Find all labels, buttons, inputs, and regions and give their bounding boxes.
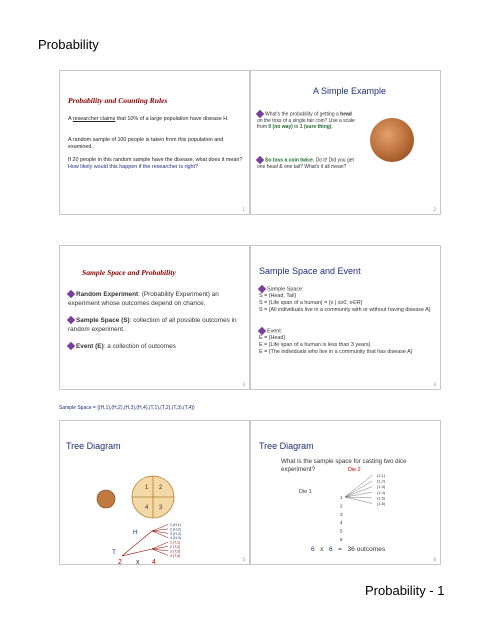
die-face: 3 (159, 505, 163, 511)
die-face: 4 (145, 505, 149, 511)
coin-label-h: H (133, 529, 138, 536)
outcome-label: 4 (T,4) (170, 553, 181, 558)
tree-diagram (60, 421, 250, 565)
die-1-value: 2 (340, 503, 343, 509)
slide-paragraph: A researcher claims that 10% of a large population have disease H. (68, 116, 229, 122)
coin-label-t: T (112, 549, 116, 556)
bullet: What's the probability of getting a head on the toss of a single fair coin? Use a scale from 0 (no way) to 1 (sure thing). (257, 111, 355, 130)
outcome-label: 4 (H,4) (170, 536, 181, 541)
outcome-equation: 6 x 6 = 36 outcomes (311, 546, 386, 553)
pair-label: (1,3) (377, 484, 386, 490)
slide-title: A Simple Example (313, 86, 387, 96)
tree-branch (345, 497, 372, 504)
penny-coin-image (370, 118, 414, 162)
bullet-icon (67, 316, 75, 324)
multiplier: x (136, 559, 140, 566)
slide-number: 3 (242, 382, 245, 387)
dice-tree-diagram (251, 421, 441, 565)
page-title: Probability (38, 37, 99, 52)
slide-title: Sample Space and Probability (82, 268, 176, 277)
tree-branch (345, 487, 372, 497)
slide-title: Tree Diagram (259, 441, 314, 451)
outcome-label: 1 (H,1) (170, 523, 181, 527)
slide-1 (59, 70, 250, 215)
pair-label: (1,2) (377, 478, 386, 484)
text-line: S = {Head, Tail} (259, 293, 297, 299)
pair-label: (1,5) (377, 495, 386, 501)
coin-icon (97, 490, 115, 508)
slide-6 (250, 420, 441, 565)
text-line: E = {The individuals who live in a community that has disease A} (259, 349, 413, 355)
outcome-label: 2 (T,2) (170, 545, 181, 549)
bullet: Sample Space (S): collection of all possible outcomes in random experiment. (68, 317, 237, 333)
outcome-label: 3 (H,3) (170, 531, 181, 536)
slide-number: 5 (242, 557, 245, 562)
slide-title: Sample Space and Event (259, 266, 361, 276)
outcome-label: 3 (T,3) (170, 549, 181, 554)
pair-label: (1,1) (377, 473, 386, 478)
bullet: Event: (259, 328, 437, 335)
slide-title: Probability and Counting Rules (68, 96, 168, 105)
slide-number: 4 (433, 382, 436, 387)
text-line: E = {Head} (259, 335, 286, 341)
pair-label: (1,6) (377, 501, 386, 506)
bullet: Sample Space: (259, 286, 437, 293)
page-footer: Probability - 1 (365, 583, 445, 598)
slide-title: Tree Diagram (66, 441, 121, 451)
slide-2 (250, 70, 441, 215)
die-face: 2 (159, 485, 163, 491)
bullet-icon (258, 285, 266, 293)
bullet: Random Experiment: (Probability Experiment) an experiment whose outcomes depend on chance. (68, 291, 219, 307)
slide-4 (250, 245, 441, 390)
die-1-value: 3 (340, 511, 343, 517)
multiplier: 4 (152, 559, 156, 566)
text-line: S = {Life span of a human} = {x | x≥0, x∈R} (259, 300, 363, 306)
slide-number: 6 (433, 557, 436, 562)
die-1-value: 1 (340, 495, 343, 500)
die-face: 1 (145, 485, 149, 491)
slide-5 (59, 420, 250, 565)
bullet: So toss a coin twice. Do it! Did you get one head & one tail? What's it all mean? (257, 157, 354, 170)
text-line: S = {All individuals live in a community with or without having disease A} (259, 307, 431, 313)
tree-branch (345, 497, 372, 498)
slide-3 (59, 245, 250, 390)
slide-paragraph: A random sample of 100 people is taken from this population and examined. (68, 137, 224, 150)
bullet-icon (258, 327, 266, 335)
sample-space-line: Sample Space = {(H,1),(H,2),(H,3),(H,4),(T,1),(T,2),(T,3),(T,4)} (59, 405, 195, 411)
text-line: E = {Life span of a human is less than 3 years} (259, 342, 371, 348)
bullet: Event (E): a collection of outcomes (68, 343, 240, 352)
outcome-label: 1 (T,1) (170, 540, 181, 545)
researcher-claims-link[interactable]: researcher claims (72, 116, 116, 122)
slide-number: 2 (433, 207, 436, 212)
question: What is the sample space for casting two dice experiment? (281, 458, 407, 473)
multiplier: 2 (118, 559, 122, 566)
bullet-icon (67, 342, 75, 350)
die-1-value: 5 (340, 528, 343, 534)
tree-branch (345, 476, 372, 498)
slide-number: 1 (242, 207, 245, 212)
pair-label: (1,4) (377, 489, 386, 495)
die-1-value: 4 (340, 520, 343, 526)
bullet-icon (67, 290, 75, 298)
die-1-value: 6 (340, 537, 343, 542)
outcome-label: 2 (H,2) (170, 527, 181, 532)
die-1-label: Die 1 (299, 489, 312, 495)
die-2-label: Die 2 (348, 467, 361, 473)
slide-paragraph: If 20 people in this random sample have the disease, what does it mean? How likely would this happen if the researcher is right? (68, 157, 243, 170)
